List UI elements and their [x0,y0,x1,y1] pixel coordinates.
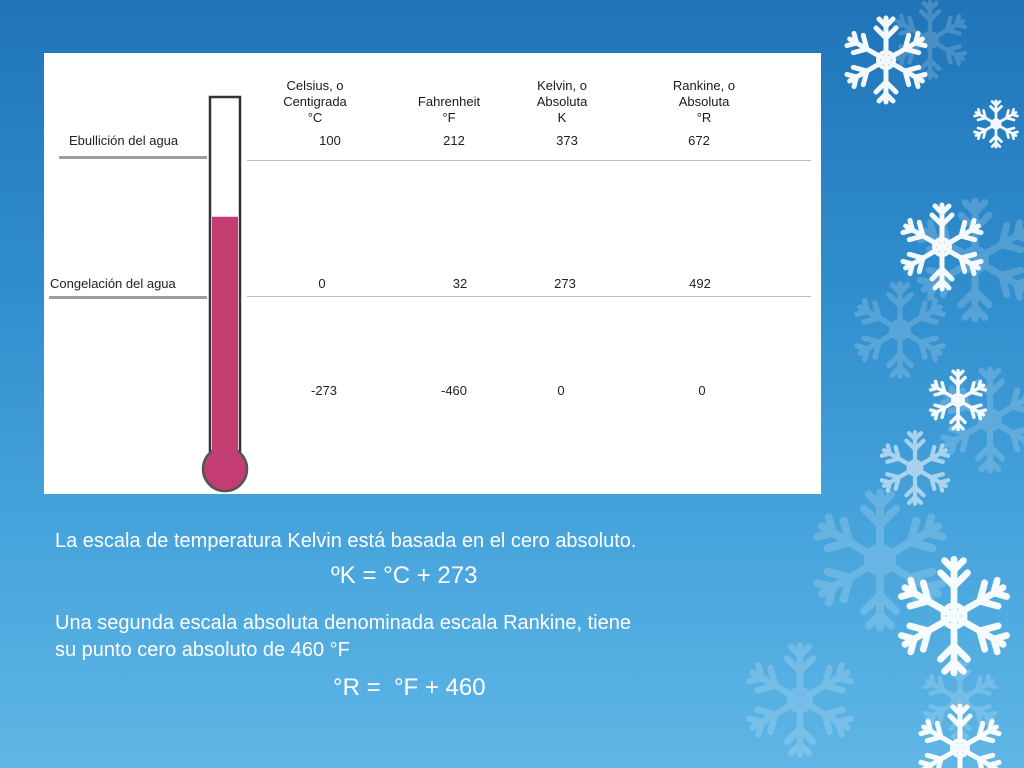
cell-zero-kelvin: 0 [557,383,565,398]
cell-freezing-celsius: 0 [318,276,326,291]
header-fahrenheit: Fahrenheit °F [417,94,481,125]
thermometer-icon [194,93,264,493]
cell-freezing-rankine: 492 [689,276,711,291]
cell-boiling-celsius: 100 [319,133,341,148]
row-label-boiling: Ebullición del agua [69,133,179,148]
rankine-formula: °R = °F + 460 [333,674,486,701]
cell-zero-fahrenheit: -460 [440,383,468,398]
row-underline-boiling [59,156,207,159]
temperature-scales-figure [44,53,821,494]
cell-freezing-fahrenheit: 32 [452,276,468,291]
cell-boiling-kelvin: 373 [556,133,578,148]
row-label-freezing: Congelación del agua [50,276,176,291]
cell-boiling-fahrenheit: 212 [443,133,465,148]
cell-boiling-rankine: 672 [688,133,710,148]
header-rankine: Rankine, o Absoluta °R [672,78,736,125]
header-kelvin: Kelvin, o Absoluta K [536,78,588,125]
row-divider [247,160,811,161]
cell-freezing-kelvin: 273 [554,276,576,291]
row-underline-freezing [49,296,207,299]
row-divider [247,296,811,297]
rankine-description [55,610,631,664]
rankine-description-line1: Una segunda escala absoluta denominada escala Rankine, tiene [55,612,631,634]
cell-zero-celsius: -273 [310,383,338,398]
header-celsius: Celsius, o Centigrada °C [283,78,347,125]
rankine-description-line2: su punto cero absoluto de 460 °F [55,639,350,661]
kelvin-description: La escala de temperatura Kelvin está basada en el cero absoluto. [55,530,637,552]
kelvin-formula: ºK = °C + 273 [331,562,478,589]
cell-zero-rankine: 0 [698,383,706,398]
